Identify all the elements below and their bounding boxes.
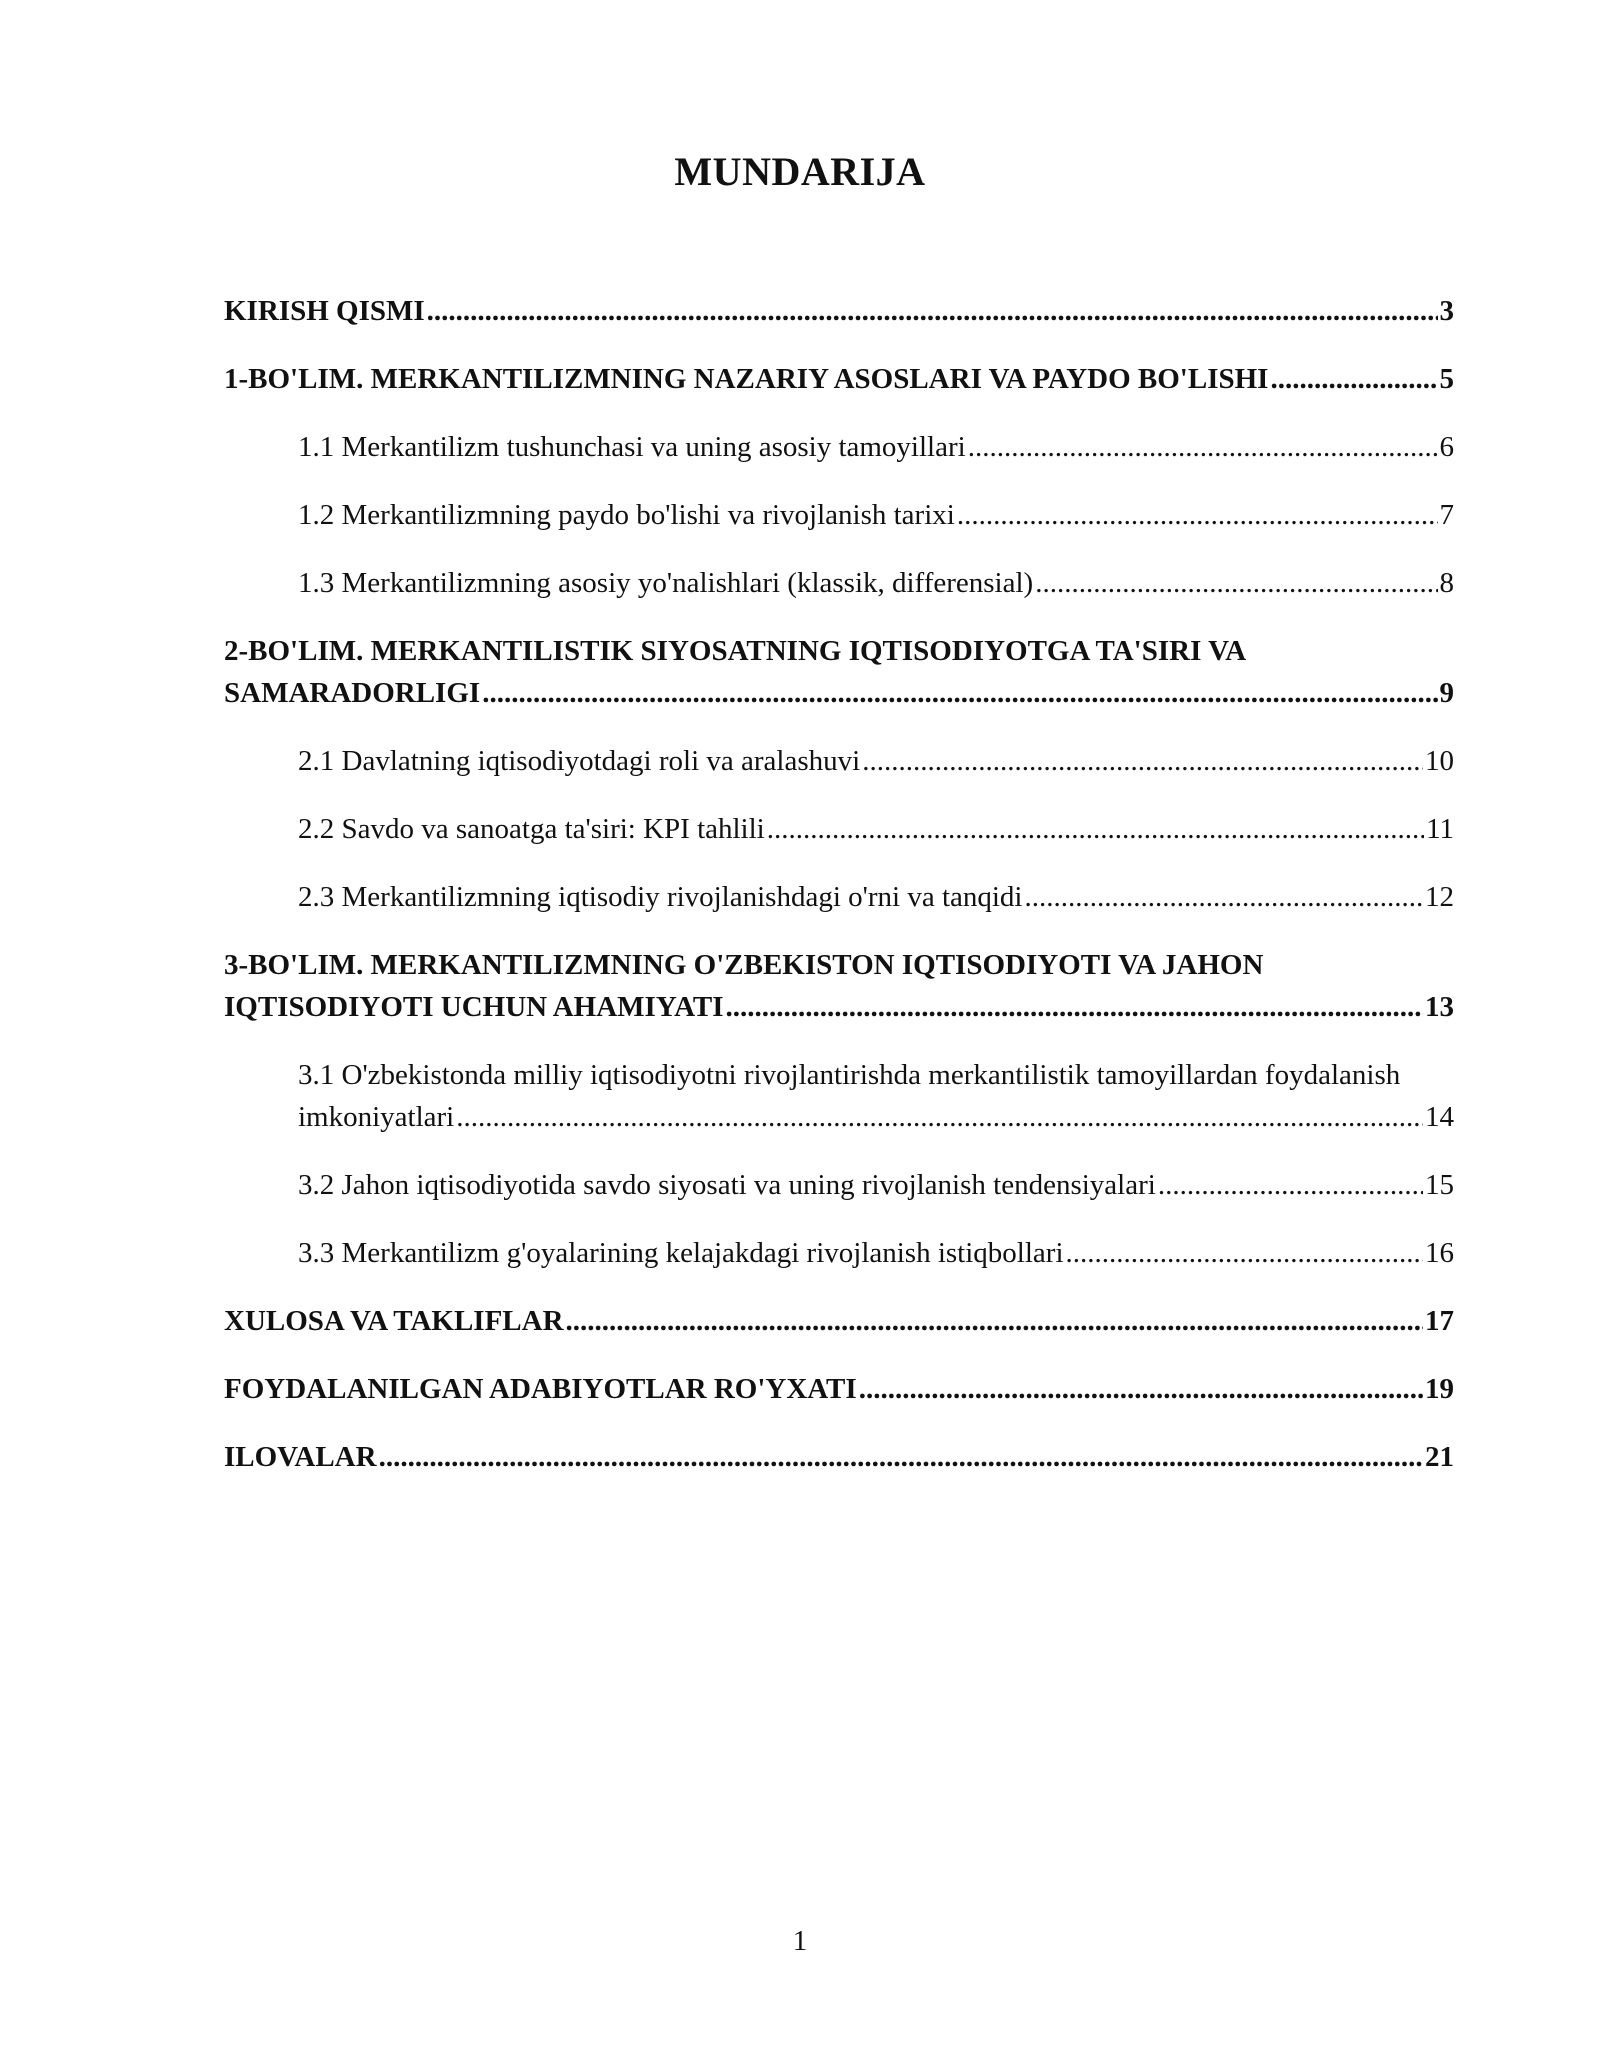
- toc-entry-text: 1.2 Merkantilizmning paydo bo'lishi va rivojlanish tarixi: [298, 499, 955, 531]
- toc-page-number: 9: [1439, 677, 1454, 709]
- dot-leader: [566, 1300, 1423, 1342]
- dot-leader: [862, 740, 1423, 782]
- toc-page-number: 14: [1425, 1101, 1454, 1133]
- toc-page-number: 16: [1425, 1237, 1454, 1269]
- toc-entry-text-line-2: IQTISODIYOTI UCHUN AHAMIYATI: [224, 991, 724, 1023]
- toc-entry-text: XULOSA VA TAKLIFLAR: [224, 1305, 564, 1337]
- toc-entry-text-line-2: imkoniyatlari: [298, 1101, 455, 1133]
- dot-leader: [1270, 358, 1437, 400]
- dot-leader: [379, 1436, 1423, 1478]
- toc-page-number: 21: [1425, 1441, 1454, 1473]
- toc-page-number: 7: [1439, 499, 1454, 531]
- dot-leader: [1035, 562, 1437, 604]
- toc-entry-text: 3.2 Jahon iqtisodiyotida savdo siyosati va uning rivojlanish tendensiyalari: [298, 1169, 1156, 1201]
- dot-leader: [482, 672, 1437, 714]
- dot-leader: [1066, 1232, 1424, 1274]
- toc-page-number: 3: [1439, 295, 1454, 327]
- toc-entry-line-2: [224, 672, 1454, 714]
- toc-entry-chapter-2[interactable]: [224, 630, 1454, 714]
- toc-entry-references[interactable]: [224, 1368, 1454, 1410]
- toc-entry-chapter-3[interactable]: [224, 944, 1454, 1028]
- dot-leader: [968, 426, 1438, 468]
- toc-entry-section-2-2[interactable]: [224, 808, 1454, 850]
- toc-entry-text-line-2: SAMARADORLIGI: [224, 677, 481, 709]
- toc-entry-text: 2.3 Merkantilizmning iqtisodiy rivojlanishdagi o'rni va tanqidi: [298, 881, 1023, 913]
- toc-page-number: 11: [1426, 813, 1454, 845]
- toc-entry-section-1-2[interactable]: [224, 494, 1454, 536]
- dot-leader: [726, 986, 1423, 1028]
- toc-page-number: 10: [1425, 745, 1454, 777]
- dot-leader: [456, 1096, 1423, 1138]
- dot-leader: [859, 1368, 1423, 1410]
- toc-page-number: 19: [1425, 1373, 1454, 1405]
- toc-entry-text: KIRISH QISMI: [224, 295, 425, 327]
- toc-entry-section-3-2[interactable]: [224, 1164, 1454, 1206]
- toc-page-number: 13: [1425, 991, 1454, 1023]
- toc-entry-section-3-3[interactable]: [224, 1232, 1454, 1274]
- toc-entry-line-2: [298, 1096, 1454, 1138]
- toc-entry-section-3-1[interactable]: [224, 1054, 1454, 1138]
- toc-page-number: 17: [1425, 1305, 1454, 1337]
- toc-entry-text: 2.2 Savdo va sanoatga ta'siri: KPI tahlili: [298, 813, 765, 845]
- dot-leader: [767, 808, 1424, 850]
- toc-entry-text: 1.1 Merkantilizm tushunchasi va uning asosiy tamoyillari: [298, 431, 966, 463]
- toc-entry-text: 1-BO'LIM. MERKANTILIZMNING NAZARIY ASOSLARI VA PAYDO BO'LISHI: [224, 363, 1269, 395]
- dot-leader: [1025, 876, 1424, 918]
- toc-entry-text: ILOVALAR: [224, 1441, 377, 1473]
- dot-leader: [957, 494, 1438, 536]
- toc-entry-text: 3.3 Merkantilizm g'oyalarining kelajakdagi rivojlanish istiqbollari: [298, 1237, 1064, 1269]
- page-title: MUNDARIJA: [674, 149, 926, 194]
- toc-page-number: 6: [1439, 431, 1454, 463]
- toc-entry-intro[interactable]: [224, 290, 1454, 332]
- toc-entry-text-line-1: 3.1 O'zbekistonda milliy iqtisodiyotni rivojlantirishda merkantilistik tamoyillardan foydalanish: [298, 1059, 1401, 1091]
- toc-entry-text-line-1: 2-BO'LIM. MERKANTILISTIK SIYOSATNING IQTISODIYOTGA TA'SIRI VA: [224, 635, 1247, 667]
- toc-page-number: 15: [1425, 1169, 1454, 1201]
- toc-entry-section-2-3[interactable]: [224, 876, 1454, 918]
- toc-page-number: 12: [1425, 881, 1454, 913]
- toc-entry-text: 2.1 Davlatning iqtisodiyotdagi roli va aralashuvi: [298, 745, 861, 777]
- toc-page-number: 5: [1439, 363, 1454, 395]
- toc-entry-conclusion[interactable]: [224, 1300, 1454, 1342]
- toc-entry-appendix[interactable]: [224, 1436, 1454, 1478]
- table-of-contents: [224, 290, 1454, 1504]
- toc-entry-chapter-1[interactable]: [224, 358, 1454, 400]
- toc-entry-section-1-3[interactable]: [224, 562, 1454, 604]
- toc-entry-line-2: [224, 986, 1454, 1028]
- toc-entry-section-1-1[interactable]: [224, 426, 1454, 468]
- dot-leader: [1158, 1164, 1423, 1206]
- toc-entry-text-line-1: 3-BO'LIM. MERKANTILIZMNING O'ZBEKISTON IQTISODIYOTI VA JAHON: [224, 949, 1264, 981]
- toc-entry-section-2-1[interactable]: [224, 740, 1454, 782]
- dot-leader: [427, 290, 1438, 332]
- toc-entry-text: 1.3 Merkantilizmning asosiy yo'nalishlari (klassik, differensial): [298, 567, 1034, 599]
- page-number: 1: [792, 1925, 808, 1957]
- toc-entry-text: FOYDALANILGAN ADABIYOTLAR RO'YXATI: [224, 1373, 857, 1405]
- toc-page-number: 8: [1439, 567, 1454, 599]
